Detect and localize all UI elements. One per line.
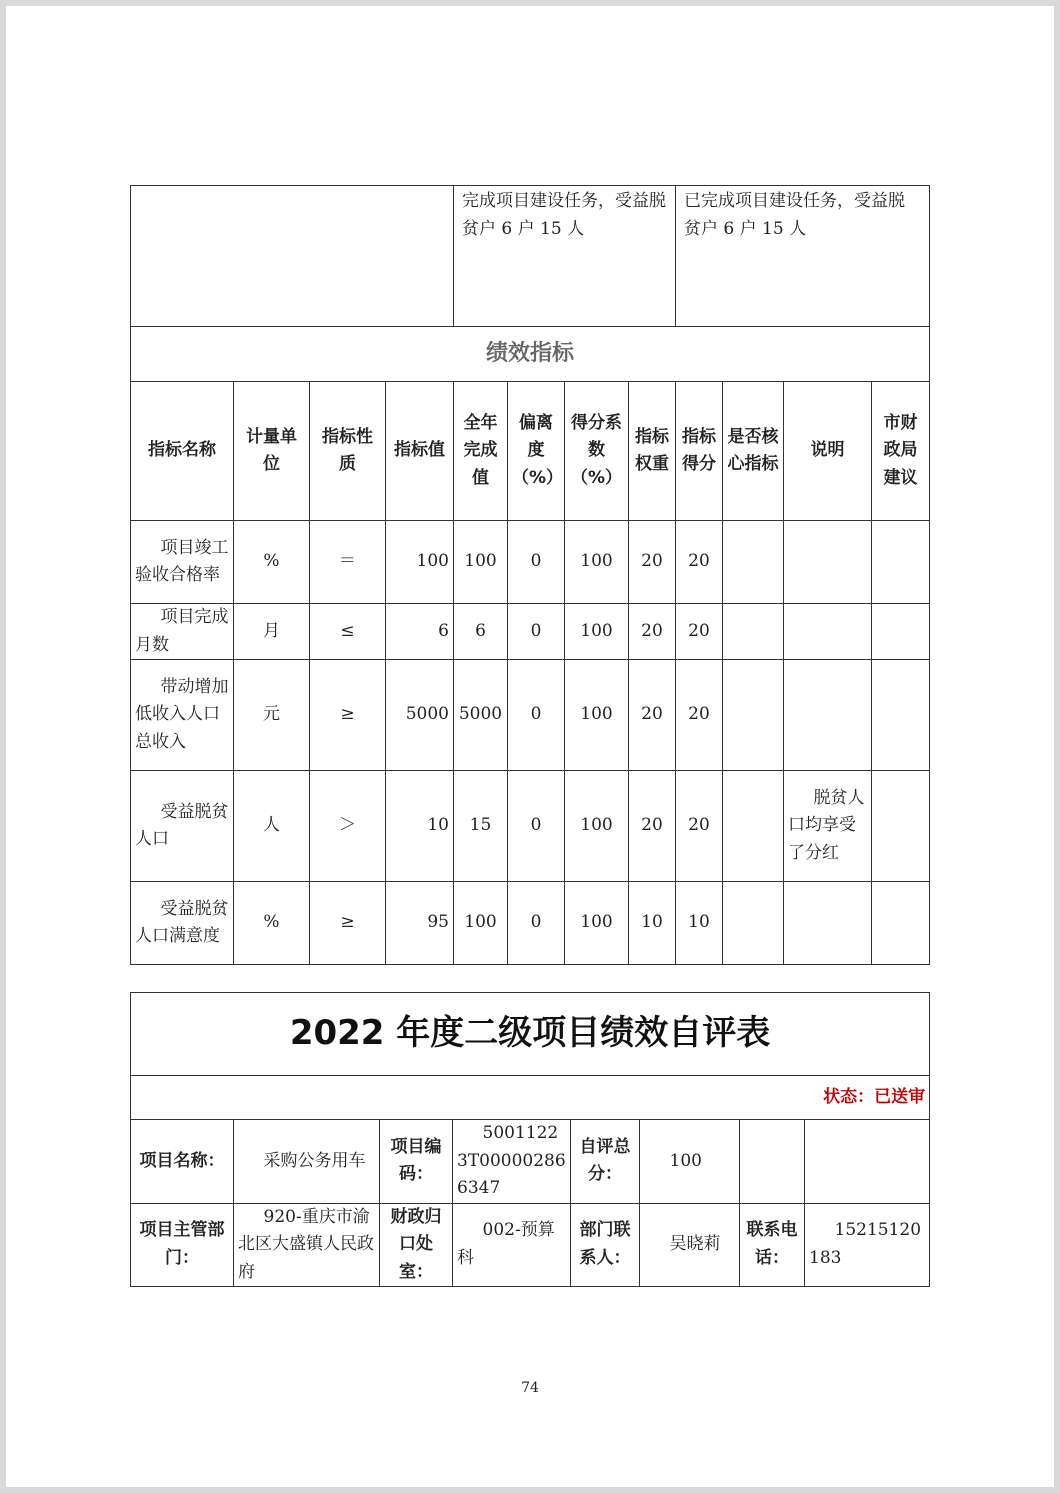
done-cell: 6 (454, 604, 508, 660)
table-row (131, 521, 930, 604)
weight-cell: 10 (629, 882, 676, 965)
nature-cell: ＝ (310, 521, 386, 604)
contact-value: 吴晓莉 (640, 1203, 740, 1287)
section-title-row (131, 327, 930, 382)
form-title-row (131, 993, 930, 1076)
header-cell: 指标得分 (676, 382, 723, 521)
target-cell: 5000 (386, 660, 454, 771)
table-row (131, 771, 930, 882)
performance-indicator-table (130, 185, 930, 965)
project-name-label: 项目名称： (131, 1120, 234, 1204)
target-summary-row (131, 186, 930, 327)
table-row (131, 882, 930, 965)
self-evaluation-form (130, 992, 930, 1287)
project-code-value: 50011223T000002866347 (453, 1120, 571, 1204)
dept-label: 项目主管部门： (131, 1203, 234, 1287)
coefficient-cell: 100 (565, 882, 629, 965)
deviation-cell: 0 (508, 882, 565, 965)
status-row (131, 1076, 930, 1120)
target-cell: 6 (386, 604, 454, 660)
unit-cell: 人 (234, 771, 310, 882)
indicator-name: 项目竣工验收合格率 (131, 521, 234, 604)
score-cell: 20 (676, 771, 723, 882)
status-badge: 状态：已送审 (131, 1076, 930, 1120)
empty-cell (131, 186, 454, 327)
score-cell: 10 (676, 882, 723, 965)
office-value: 002-预算科 (453, 1203, 571, 1287)
advice-cell (872, 521, 930, 604)
note-cell: 脱贫人口均享受了分红 (784, 771, 872, 882)
form-title: 2022 年度二级项目绩效自评表 (131, 993, 930, 1076)
table-row (131, 604, 930, 660)
advice-cell (872, 882, 930, 965)
project-name-value: 采购公务用车 (234, 1120, 380, 1204)
deviation-cell: 0 (508, 604, 565, 660)
note-cell (784, 882, 872, 965)
office-label: 财政归口处室： (380, 1203, 453, 1287)
annual-target-cell: 完成项目建设任务，受益脱贫户 6 户 15 人 (454, 186, 676, 327)
header-cell: 指标权重 (629, 382, 676, 521)
table-row (131, 660, 930, 771)
score-cell: 20 (676, 521, 723, 604)
core-cell (723, 521, 784, 604)
target-cell: 95 (386, 882, 454, 965)
indicator-name: 带动增加低收入人口总收入 (131, 660, 234, 771)
header-cell: 指标值 (386, 382, 454, 521)
empty-cell (740, 1120, 805, 1204)
score-value: 100 (640, 1120, 740, 1204)
target-cell: 10 (386, 771, 454, 882)
deviation-cell: 0 (508, 521, 565, 604)
header-cell: 指标性质 (310, 382, 386, 521)
nature-cell: ＞ (310, 771, 386, 882)
nature-cell: ≤ (310, 604, 386, 660)
header-row (131, 382, 930, 521)
note-cell (784, 521, 872, 604)
weight-cell: 20 (629, 771, 676, 882)
header-cell: 全年完成值 (454, 382, 508, 521)
note-cell (784, 604, 872, 660)
done-cell: 5000 (454, 660, 508, 771)
header-cell: 得分系数（%） (565, 382, 629, 521)
indicator-name: 项目完成月数 (131, 604, 234, 660)
empty-cell (805, 1120, 930, 1204)
note-cell (784, 660, 872, 771)
project-code-label: 项目编码： (380, 1120, 453, 1204)
weight-cell: 20 (629, 521, 676, 604)
nature-cell: ≥ (310, 660, 386, 771)
target-cell: 100 (386, 521, 454, 604)
indicator-name: 受益脱贫人口满意度 (131, 882, 234, 965)
header-cell: 说明 (784, 382, 872, 521)
unit-cell: 月 (234, 604, 310, 660)
advice-cell (872, 604, 930, 660)
advice-cell (872, 771, 930, 882)
unit-cell: % (234, 521, 310, 604)
indicator-name: 受益脱贫人口 (131, 771, 234, 882)
section-title: 绩效指标 (131, 327, 930, 382)
page-number: 74 (521, 1380, 539, 1396)
unit-cell: 元 (234, 660, 310, 771)
weight-cell: 20 (629, 604, 676, 660)
header-cell: 市财政局建议 (872, 382, 930, 521)
deviation-cell: 0 (508, 771, 565, 882)
header-cell: 指标名称 (131, 382, 234, 521)
core-cell (723, 771, 784, 882)
core-cell (723, 604, 784, 660)
done-cell: 100 (454, 882, 508, 965)
coefficient-cell: 100 (565, 660, 629, 771)
header-cell: 偏离度（%） (508, 382, 565, 521)
done-cell: 100 (454, 521, 508, 604)
dept-value: 920-重庆市渝北区大盛镇人民政府 (234, 1203, 380, 1287)
header-cell: 计量单位 (234, 382, 310, 521)
core-cell (723, 882, 784, 965)
done-cell: 15 (454, 771, 508, 882)
actual-result-cell: 已完成项目建设任务，受益脱贫户 6 户 15 人 (676, 186, 930, 327)
weight-cell: 20 (629, 660, 676, 771)
project-info-row (131, 1120, 930, 1204)
advice-cell (872, 660, 930, 771)
score-cell: 20 (676, 660, 723, 771)
department-info-row (131, 1203, 930, 1287)
score-cell: 20 (676, 604, 723, 660)
phone-label: 联系电话： (740, 1203, 805, 1287)
unit-cell: % (234, 882, 310, 965)
nature-cell: ≥ (310, 882, 386, 965)
core-cell (723, 660, 784, 771)
header-cell: 是否核心指标 (723, 382, 784, 521)
contact-label: 部门联系人： (571, 1203, 640, 1287)
coefficient-cell: 100 (565, 521, 629, 604)
score-label: 自评总分： (571, 1120, 640, 1204)
phone-value: 15215120183 (805, 1203, 930, 1287)
deviation-cell: 0 (508, 660, 565, 771)
coefficient-cell: 100 (565, 604, 629, 660)
coefficient-cell: 100 (565, 771, 629, 882)
